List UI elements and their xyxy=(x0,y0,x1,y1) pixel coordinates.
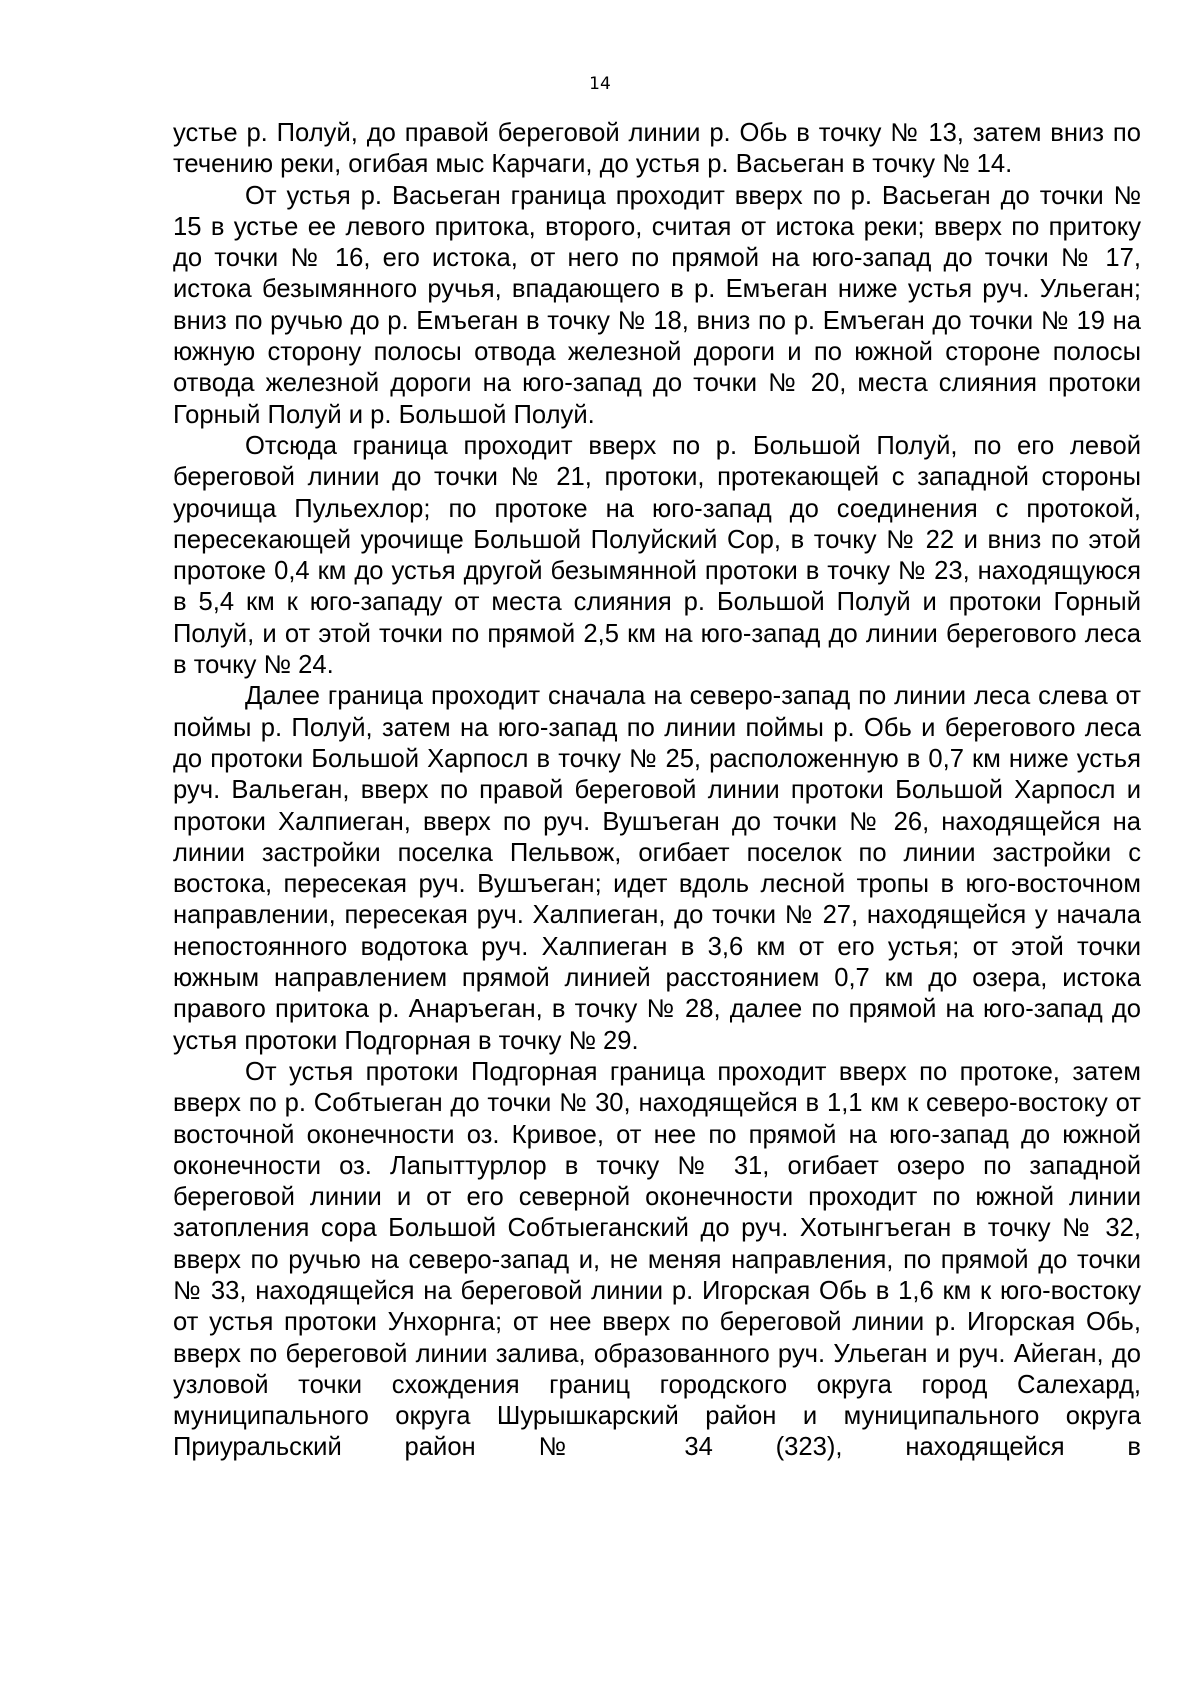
paragraph-podgornaya: От устья протоки Подгорная граница проходит вверх по протоке, затем вверх по р. Собтыеган до точки № 30, находящейся в 1,1 км к северо-востоку от восточной оконечности оз. Кривое, от нее по прямой на юго-запад до южной оконечности оз. Лапыттурлор в точку № 31, огибает озеро по западной береговой линии и от его северной оконечности проходит по южной линии затопления сора Большой Собтыеганский до руч. Хотынгъеган в точку № 32, вверх по ручью на северо-запад и, не меняя направления, по прямой до точки № 33, находящейся на береговой линии р. Игорская Обь в 1,6 км к юго-востоку от устья протоки Унхорнга; от нее вверх по береговой линии р. Игорская Обь, вверх по береговой линии залива, образованного руч. Ульеган и руч. Айеган, до узловой точки схождения границ городского округа город Салехард, муниципального округа Шурышкарский район и муниципального округа Приуральский район № 34 (323), находящейся в xyxy=(173,1057,1141,1462)
paragraph-continuation: устье р. Полуй, до правой береговой линии р. Обь в точку № 13, затем вниз по течению реки, огибая мыс Карчаги, до устья р. Васьеган в точку № 14. xyxy=(173,119,1141,179)
paragraph-vasegan: От устья р. Васьеган граница проходит вверх по р. Васьеган до точки № 15 в устье ее левого притока, второго, считая от истока реки; вверх по притоку до точки № 16, его истока, от него по прямой на юго-запад до точки № 17, истока безымянного ручья, впадающего в р. Емъеган ниже устья руч. Ульеган; вниз по ручью до р. Емъеган в точку № 18, вниз по р. Емъеган до точки № 19 на южную сторону полосы отвода железной дороги и по южной стороне полосы отвода железной дороги на юго-запад до точки № 20, места слияния протоки Горный Полуй и р. Большой Полуй. xyxy=(173,181,1141,429)
page-number: 14 xyxy=(589,74,611,94)
document-body xyxy=(173,118,1141,1464)
paragraph-harposl: Далее граница проходит сначала на северо-запад по линии леса слева от поймы р. Полуй, затем на юго-запад по линии поймы р. Обь и берегового леса до протоки Большой Харпосл в точку № 25, расположенную в 0,7 км ниже устья руч. Вальеган, вверх по правой береговой линии протоки Большой Харпосл и протоки Халпиеган, вверх по руч. Вушъеган до точки № 26, находящейся на линии застройки поселка Пельвож, огибает поселок по линии застройки с востока, пересекая руч. Вушъеган; идет вдоль лесной тропы в юго-восточном направлении, пересекая руч. Халпиеган, до точки № 27, находящейся у начала непостоянного водотока руч. Халпиеган в 3,6 км от его устья; от этой точки южным направлением прямой линией расстоянием 0,7 км до озера, истока правого притока р. Анаръеган, в точку № 28, далее по прямой на юго-запад до устья протоки Подгорная в точку № 29. xyxy=(173,682,1141,1055)
paragraph-bolshoy-poluy: Отсюда граница проходит вверх по р. Большой Полуй, по его левой береговой линии до точки № 21, протоки, протекающей с западной стороны урочища Пульехлор; по протоке на юго-запад до соединения с протокой, пересекающей урочище Большой Полуйский Сор, в точку № 22 и вниз по этой протоке 0,4 км до устья другой безымянной протоки в точку № 23, находящуюся в 5,4 км к юго-западу от места слияния р. Большой Полуй и протоки Горный Полуй, и от этой точки по прямой 2,5 км на юго-запад до линии берегового леса в точку № 24. xyxy=(173,431,1141,680)
